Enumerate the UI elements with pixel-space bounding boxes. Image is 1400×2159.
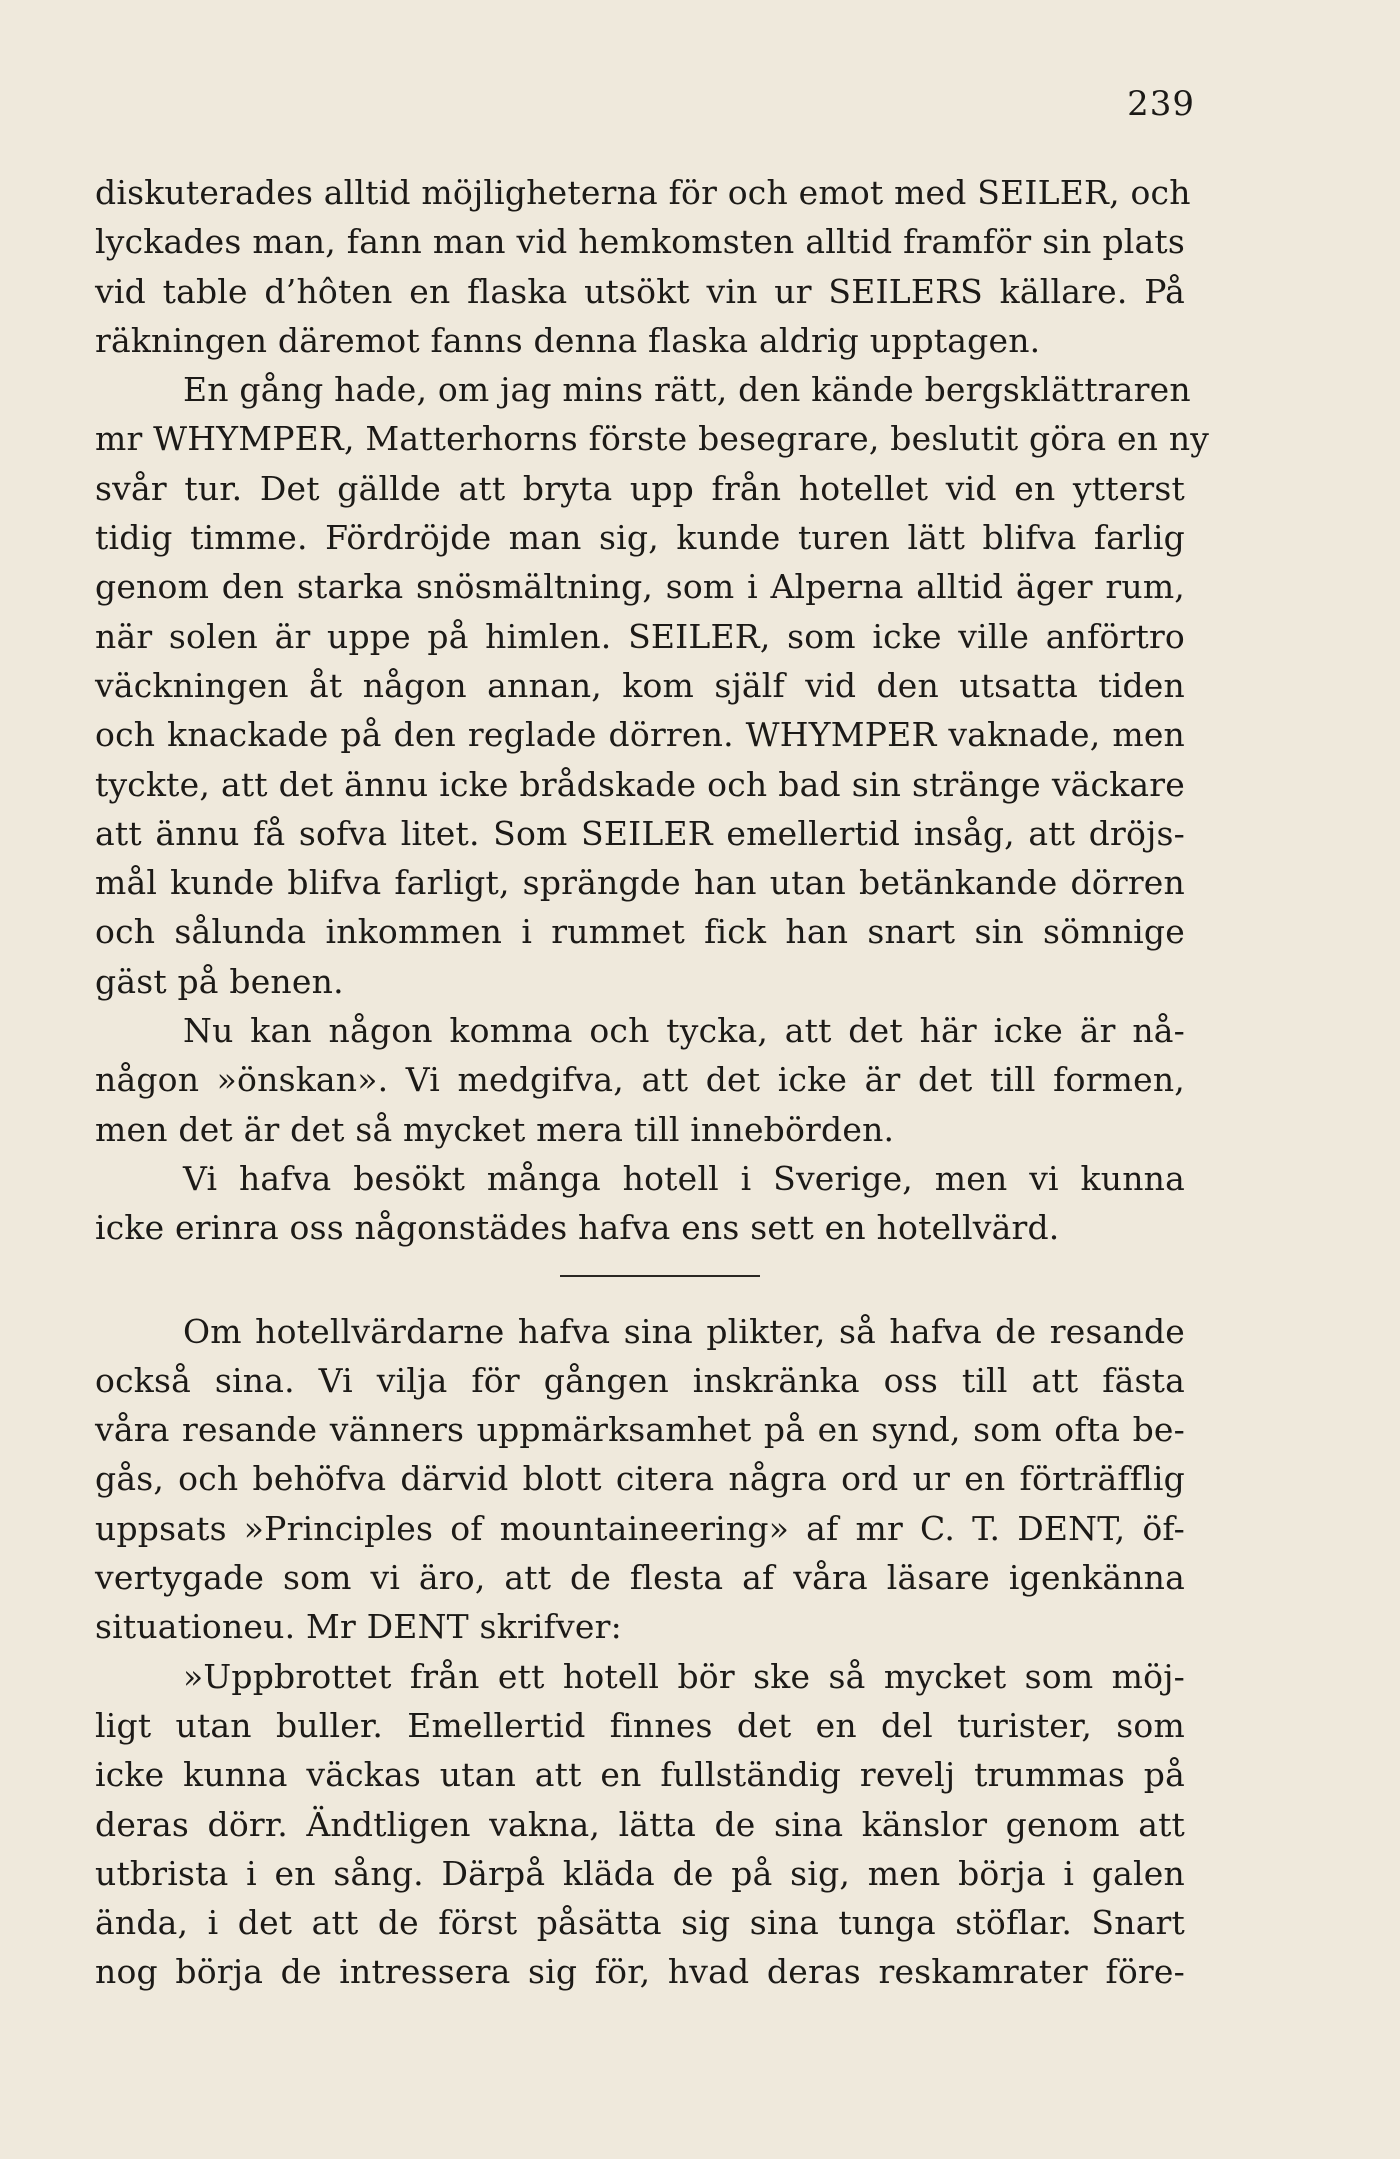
text-line: ända, i det att de först påsätta sig sina tunga stöflar. Snart — [95, 1903, 1185, 1943]
text-line: ligt utan buller. Emellertid finnes det en del turister, som — [95, 1705, 1185, 1745]
text-line: gäst på benen. — [95, 961, 344, 1001]
text-line: att ännu få sofva litet. Som SEILER emellertid insåg, att dröjs- — [95, 813, 1185, 853]
text-line: och knackade på den reglade dörren. WHYMPER vaknade, men — [95, 715, 1185, 755]
text-line: lyckades man, fann man vid hemkomsten alltid framför sin plats — [95, 222, 1185, 262]
paragraph — [95, 365, 1210, 1006]
paragraph — [95, 1154, 1185, 1253]
text-line: Vi hafva besökt många hotell i Sverige, men vi kunna — [183, 1158, 1185, 1198]
text-line: svår tur. Det gällde att bryta upp från hotellet vid en ytterst — [95, 468, 1185, 508]
text-line: uppsats »Principles of mountaineering» af mr C. T. DENT, öf- — [95, 1508, 1185, 1548]
text-line: icke kunna väckas utan att en fullständig revelj trummas på — [95, 1755, 1185, 1795]
text-line: diskuterades alltid möjligheterna för och emot med SEILER, och — [95, 173, 1191, 212]
text-line: mål kunde blifva farligt, sprängde han utan betänkande dörren — [95, 863, 1185, 903]
paragraph — [95, 168, 1191, 365]
text-line: utbrista i en sång. Därpå kläda de på sig, men börja i galen — [95, 1853, 1185, 1893]
body-text — [95, 168, 1210, 1997]
text-line: våra resande vänners uppmärksamhet på en synd, som ofta be- — [95, 1410, 1185, 1450]
paragraph — [95, 1652, 1185, 1997]
text-line: mr WHYMPER, Matterhorns förste besegrare, beslutit göra en ny — [95, 419, 1210, 459]
text-line: räkningen däremot fanns denna flaska aldrig upptagen. — [95, 320, 1041, 360]
text-line: tyckte, att det ännu icke brådskade och bad sin stränge väckare — [95, 764, 1185, 804]
text-line: »Uppbrottet från ett hotell bör ske så mycket som möj- — [183, 1656, 1185, 1696]
text-line: någon »önskan». Vi medgifva, att det icke är det till formen, — [95, 1060, 1185, 1100]
paragraph — [95, 1307, 1185, 1652]
text-line: vid table d’hôten en flaska utsökt vin ur SEILERS källare. På — [95, 271, 1185, 311]
text-line: En gång hade, om jag mins rätt, den kände bergsklättraren — [183, 370, 1191, 410]
paragraph — [95, 1006, 1185, 1154]
text-line: gås, och behöfva därvid blott citera några ord ur en förträfflig — [95, 1459, 1185, 1499]
text-line: när solen är uppe på himlen. SEILER, som icke ville anförtro — [95, 616, 1185, 656]
text-line: tidig timme. Fördröjde man sig, kunde turen lätt blifva farlig — [95, 518, 1185, 558]
text-line: situationeu. Mr DENT skrifver: — [95, 1607, 622, 1647]
text-line: icke erinra oss någonstädes hafva ens sett en hotellvärd. — [95, 1208, 1060, 1248]
text-line: nog börja de intressera sig för, hvad deras reskamrater före- — [95, 1952, 1185, 1992]
text-line: väckningen åt någon annan, kom själf vid den utsatta tiden — [95, 665, 1185, 705]
text-line: genom den starka snösmältning, som i Alperna alltid äger rum, — [95, 567, 1185, 607]
text-line: Om hotellvärdarne hafva sina plikter, så hafva de resande — [183, 1311, 1185, 1351]
text-line: också sina. Vi vilja för gången inskränka oss till att fästa — [95, 1360, 1185, 1400]
text-line: men det är det så mycket mera till innebörden. — [95, 1109, 895, 1149]
text-line: deras dörr. Ändtligen vakna, lätta de sina känslor genom att — [95, 1804, 1185, 1844]
page-number: 239 — [1127, 84, 1195, 124]
text-line: och sålunda inkommen i rummet fick han snart sin sömnige — [95, 912, 1185, 952]
text-line: Nu kan någon komma och tycka, att det här icke är nå- — [183, 1011, 1185, 1051]
section-divider — [560, 1275, 760, 1277]
text-line: vertygade som vi äro, att de flesta af våra läsare igenkänna — [95, 1558, 1185, 1598]
